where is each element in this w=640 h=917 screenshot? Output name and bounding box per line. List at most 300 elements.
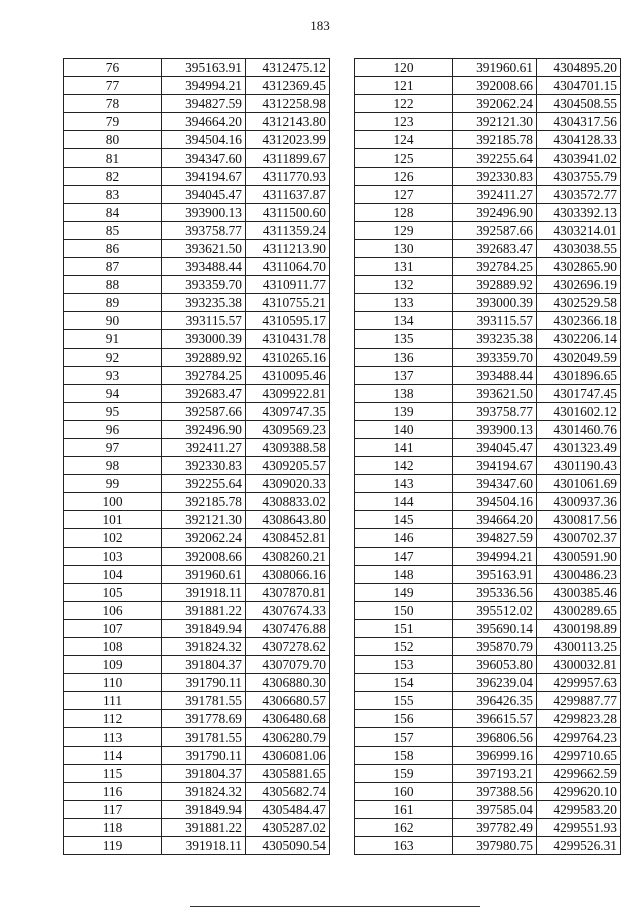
y-coordinate-cell: 4301323.49 bbox=[537, 438, 621, 456]
table-row bbox=[355, 583, 621, 601]
x-coordinate-cell: 396999.16 bbox=[453, 746, 537, 764]
x-coordinate-cell: 392008.66 bbox=[162, 547, 246, 565]
table-row bbox=[64, 782, 330, 800]
y-coordinate-cell: 4309020.33 bbox=[246, 475, 330, 493]
point-number-cell: 157 bbox=[355, 728, 453, 746]
y-coordinate-cell: 4301747.45 bbox=[537, 384, 621, 402]
table-row bbox=[355, 438, 621, 456]
point-number-cell: 109 bbox=[64, 656, 162, 674]
point-number-cell: 140 bbox=[355, 420, 453, 438]
x-coordinate-cell: 391881.22 bbox=[162, 601, 246, 619]
y-coordinate-cell: 4310595.17 bbox=[246, 312, 330, 330]
point-number-cell: 143 bbox=[355, 475, 453, 493]
table-row bbox=[355, 601, 621, 619]
x-coordinate-cell: 394664.20 bbox=[162, 113, 246, 131]
point-number-cell: 141 bbox=[355, 438, 453, 456]
point-number-cell: 107 bbox=[64, 619, 162, 637]
x-coordinate-cell: 392185.78 bbox=[453, 131, 537, 149]
table-row bbox=[64, 348, 330, 366]
y-coordinate-cell: 4304128.33 bbox=[537, 131, 621, 149]
y-coordinate-cell: 4303941.02 bbox=[537, 149, 621, 167]
x-coordinate-cell: 393758.77 bbox=[453, 402, 537, 420]
table-row bbox=[355, 420, 621, 438]
y-coordinate-cell: 4300032.81 bbox=[537, 656, 621, 674]
x-coordinate-cell: 393359.70 bbox=[162, 276, 246, 294]
table-row bbox=[64, 674, 330, 692]
y-coordinate-cell: 4311770.93 bbox=[246, 167, 330, 185]
table-row bbox=[355, 348, 621, 366]
y-coordinate-cell: 4311637.87 bbox=[246, 185, 330, 203]
y-coordinate-cell: 4306081.06 bbox=[246, 746, 330, 764]
point-number-cell: 153 bbox=[355, 656, 453, 674]
table-row bbox=[355, 800, 621, 818]
table-row bbox=[64, 800, 330, 818]
point-number-cell: 144 bbox=[355, 493, 453, 511]
point-number-cell: 114 bbox=[64, 746, 162, 764]
table-row bbox=[355, 457, 621, 475]
x-coordinate-cell: 393115.57 bbox=[453, 312, 537, 330]
table-row bbox=[355, 330, 621, 348]
table-row bbox=[355, 59, 621, 77]
x-coordinate-cell: 393621.50 bbox=[453, 384, 537, 402]
y-coordinate-cell: 4308066.16 bbox=[246, 565, 330, 583]
x-coordinate-cell: 392496.90 bbox=[453, 203, 537, 221]
y-coordinate-cell: 4302696.19 bbox=[537, 276, 621, 294]
table-row bbox=[64, 728, 330, 746]
table-row bbox=[64, 438, 330, 456]
x-coordinate-cell: 391804.37 bbox=[162, 656, 246, 674]
point-number-cell: 136 bbox=[355, 348, 453, 366]
table-row bbox=[355, 276, 621, 294]
x-coordinate-cell: 394994.21 bbox=[453, 547, 537, 565]
y-coordinate-cell: 4300385.46 bbox=[537, 583, 621, 601]
y-coordinate-cell: 4304508.55 bbox=[537, 95, 621, 113]
y-coordinate-cell: 4299710.65 bbox=[537, 746, 621, 764]
x-coordinate-cell: 397980.75 bbox=[453, 837, 537, 855]
x-coordinate-cell: 392255.64 bbox=[453, 149, 537, 167]
y-coordinate-cell: 4305090.54 bbox=[246, 837, 330, 855]
point-number-cell: 160 bbox=[355, 782, 453, 800]
x-coordinate-cell: 392889.92 bbox=[453, 276, 537, 294]
table-row bbox=[355, 294, 621, 312]
y-coordinate-cell: 4311213.90 bbox=[246, 239, 330, 257]
table-row bbox=[355, 764, 621, 782]
footer-divider bbox=[190, 906, 480, 907]
table-row bbox=[64, 149, 330, 167]
table-row bbox=[355, 511, 621, 529]
table-row bbox=[64, 221, 330, 239]
y-coordinate-cell: 4300486.23 bbox=[537, 565, 621, 583]
y-coordinate-cell: 4301896.65 bbox=[537, 366, 621, 384]
point-number-cell: 103 bbox=[64, 547, 162, 565]
point-number-cell: 77 bbox=[64, 77, 162, 95]
table-row bbox=[355, 619, 621, 637]
table-row bbox=[355, 131, 621, 149]
x-coordinate-cell: 397388.56 bbox=[453, 782, 537, 800]
point-number-cell: 148 bbox=[355, 565, 453, 583]
x-coordinate-cell: 395163.91 bbox=[162, 59, 246, 77]
x-coordinate-cell: 392255.64 bbox=[162, 475, 246, 493]
y-coordinate-cell: 4312369.45 bbox=[246, 77, 330, 95]
point-number-cell: 98 bbox=[64, 457, 162, 475]
y-coordinate-cell: 4308260.21 bbox=[246, 547, 330, 565]
point-number-cell: 82 bbox=[64, 167, 162, 185]
point-number-cell: 116 bbox=[64, 782, 162, 800]
point-number-cell: 139 bbox=[355, 402, 453, 420]
x-coordinate-cell: 393488.44 bbox=[453, 366, 537, 384]
y-coordinate-cell: 4310265.16 bbox=[246, 348, 330, 366]
y-coordinate-cell: 4303572.77 bbox=[537, 185, 621, 203]
x-coordinate-cell: 394347.60 bbox=[453, 475, 537, 493]
x-coordinate-cell: 395690.14 bbox=[453, 619, 537, 637]
x-coordinate-cell: 392185.78 bbox=[162, 493, 246, 511]
y-coordinate-cell: 4301460.76 bbox=[537, 420, 621, 438]
y-coordinate-cell: 4300817.56 bbox=[537, 511, 621, 529]
y-coordinate-cell: 4300289.65 bbox=[537, 601, 621, 619]
y-coordinate-cell: 4306880.30 bbox=[246, 674, 330, 692]
table-row bbox=[64, 493, 330, 511]
y-coordinate-cell: 4302529.58 bbox=[537, 294, 621, 312]
table-row bbox=[64, 764, 330, 782]
y-coordinate-cell: 4308643.80 bbox=[246, 511, 330, 529]
table-row bbox=[64, 457, 330, 475]
y-coordinate-cell: 4303392.13 bbox=[537, 203, 621, 221]
x-coordinate-cell: 394827.59 bbox=[162, 95, 246, 113]
point-number-cell: 145 bbox=[355, 511, 453, 529]
point-number-cell: 78 bbox=[64, 95, 162, 113]
x-coordinate-cell: 391790.11 bbox=[162, 674, 246, 692]
table-row bbox=[64, 475, 330, 493]
table-row bbox=[64, 818, 330, 836]
point-number-cell: 131 bbox=[355, 258, 453, 276]
y-coordinate-cell: 4307476.88 bbox=[246, 619, 330, 637]
point-number-cell: 156 bbox=[355, 710, 453, 728]
x-coordinate-cell: 393235.38 bbox=[162, 294, 246, 312]
table-row bbox=[64, 185, 330, 203]
x-coordinate-cell: 391804.37 bbox=[162, 764, 246, 782]
table-row bbox=[64, 692, 330, 710]
point-number-cell: 147 bbox=[355, 547, 453, 565]
x-coordinate-cell: 394194.67 bbox=[162, 167, 246, 185]
table-row bbox=[355, 475, 621, 493]
table-row bbox=[355, 837, 621, 855]
y-coordinate-cell: 4311064.70 bbox=[246, 258, 330, 276]
point-number-cell: 113 bbox=[64, 728, 162, 746]
point-number-cell: 112 bbox=[64, 710, 162, 728]
point-number-cell: 151 bbox=[355, 619, 453, 637]
table-row bbox=[355, 493, 621, 511]
x-coordinate-cell: 392330.83 bbox=[162, 457, 246, 475]
point-number-cell: 125 bbox=[355, 149, 453, 167]
point-number-cell: 123 bbox=[355, 113, 453, 131]
point-number-cell: 81 bbox=[64, 149, 162, 167]
y-coordinate-cell: 4305287.02 bbox=[246, 818, 330, 836]
x-coordinate-cell: 397193.21 bbox=[453, 764, 537, 782]
point-number-cell: 84 bbox=[64, 203, 162, 221]
y-coordinate-cell: 4300198.89 bbox=[537, 619, 621, 637]
y-coordinate-cell: 4306680.57 bbox=[246, 692, 330, 710]
point-number-cell: 130 bbox=[355, 239, 453, 257]
y-coordinate-cell: 4309205.57 bbox=[246, 457, 330, 475]
table-row bbox=[64, 619, 330, 637]
x-coordinate-cell: 391790.11 bbox=[162, 746, 246, 764]
x-coordinate-cell: 396806.56 bbox=[453, 728, 537, 746]
y-coordinate-cell: 4307079.70 bbox=[246, 656, 330, 674]
y-coordinate-cell: 4307278.62 bbox=[246, 638, 330, 656]
x-coordinate-cell: 394045.47 bbox=[162, 185, 246, 203]
x-coordinate-cell: 397782.49 bbox=[453, 818, 537, 836]
y-coordinate-cell: 4310095.46 bbox=[246, 366, 330, 384]
x-coordinate-cell: 394045.47 bbox=[453, 438, 537, 456]
point-number-cell: 115 bbox=[64, 764, 162, 782]
x-coordinate-cell: 391918.11 bbox=[162, 583, 246, 601]
y-coordinate-cell: 4306480.68 bbox=[246, 710, 330, 728]
y-coordinate-cell: 4309747.35 bbox=[246, 402, 330, 420]
table-row bbox=[64, 294, 330, 312]
table-row bbox=[64, 384, 330, 402]
x-coordinate-cell: 394827.59 bbox=[453, 529, 537, 547]
x-coordinate-cell: 393900.13 bbox=[453, 420, 537, 438]
table-row bbox=[64, 601, 330, 619]
table-row bbox=[355, 203, 621, 221]
y-coordinate-cell: 4308452.81 bbox=[246, 529, 330, 547]
point-number-cell: 110 bbox=[64, 674, 162, 692]
point-number-cell: 146 bbox=[355, 529, 453, 547]
y-coordinate-cell: 4303755.79 bbox=[537, 167, 621, 185]
y-coordinate-cell: 4312143.80 bbox=[246, 113, 330, 131]
y-coordinate-cell: 4312023.99 bbox=[246, 131, 330, 149]
x-coordinate-cell: 392784.25 bbox=[162, 366, 246, 384]
table-row bbox=[355, 638, 621, 656]
table-row bbox=[355, 818, 621, 836]
x-coordinate-cell: 392121.30 bbox=[162, 511, 246, 529]
x-coordinate-cell: 396239.04 bbox=[453, 674, 537, 692]
y-coordinate-cell: 4306280.79 bbox=[246, 728, 330, 746]
table-row bbox=[355, 782, 621, 800]
point-number-cell: 126 bbox=[355, 167, 453, 185]
table-row bbox=[355, 113, 621, 131]
point-number-cell: 104 bbox=[64, 565, 162, 583]
point-number-cell: 127 bbox=[355, 185, 453, 203]
table-row bbox=[355, 402, 621, 420]
x-coordinate-cell: 391849.94 bbox=[162, 619, 246, 637]
point-number-cell: 90 bbox=[64, 312, 162, 330]
y-coordinate-cell: 4301602.12 bbox=[537, 402, 621, 420]
y-coordinate-cell: 4303038.55 bbox=[537, 239, 621, 257]
x-coordinate-cell: 393235.38 bbox=[453, 330, 537, 348]
x-coordinate-cell: 393488.44 bbox=[162, 258, 246, 276]
y-coordinate-cell: 4305682.74 bbox=[246, 782, 330, 800]
point-number-cell: 150 bbox=[355, 601, 453, 619]
point-number-cell: 86 bbox=[64, 239, 162, 257]
table-row bbox=[64, 239, 330, 257]
y-coordinate-cell: 4299526.31 bbox=[537, 837, 621, 855]
y-coordinate-cell: 4310755.21 bbox=[246, 294, 330, 312]
x-coordinate-cell: 392784.25 bbox=[453, 258, 537, 276]
y-coordinate-cell: 4312258.98 bbox=[246, 95, 330, 113]
x-coordinate-cell: 392683.47 bbox=[162, 384, 246, 402]
point-number-cell: 95 bbox=[64, 402, 162, 420]
y-coordinate-cell: 4300702.37 bbox=[537, 529, 621, 547]
point-number-cell: 101 bbox=[64, 511, 162, 529]
y-coordinate-cell: 4305881.65 bbox=[246, 764, 330, 782]
point-number-cell: 135 bbox=[355, 330, 453, 348]
x-coordinate-cell: 395870.79 bbox=[453, 638, 537, 656]
table-row bbox=[64, 656, 330, 674]
point-number-cell: 87 bbox=[64, 258, 162, 276]
point-number-cell: 142 bbox=[355, 457, 453, 475]
table-row bbox=[64, 837, 330, 855]
table-row bbox=[64, 330, 330, 348]
point-number-cell: 83 bbox=[64, 185, 162, 203]
y-coordinate-cell: 4301061.69 bbox=[537, 475, 621, 493]
x-coordinate-cell: 392683.47 bbox=[453, 239, 537, 257]
table-row bbox=[64, 312, 330, 330]
table-row bbox=[64, 547, 330, 565]
table-row bbox=[355, 710, 621, 728]
y-coordinate-cell: 4302865.90 bbox=[537, 258, 621, 276]
x-coordinate-cell: 394994.21 bbox=[162, 77, 246, 95]
y-coordinate-cell: 4299620.10 bbox=[537, 782, 621, 800]
point-number-cell: 88 bbox=[64, 276, 162, 294]
table-row bbox=[64, 95, 330, 113]
x-coordinate-cell: 391778.69 bbox=[162, 710, 246, 728]
table-row bbox=[355, 746, 621, 764]
table-row bbox=[355, 366, 621, 384]
x-coordinate-cell: 394504.16 bbox=[453, 493, 537, 511]
y-coordinate-cell: 4300591.90 bbox=[537, 547, 621, 565]
y-coordinate-cell: 4311359.24 bbox=[246, 221, 330, 239]
x-coordinate-cell: 392062.24 bbox=[453, 95, 537, 113]
table-row bbox=[355, 728, 621, 746]
point-number-cell: 122 bbox=[355, 95, 453, 113]
table-row bbox=[64, 167, 330, 185]
coordinates-table-right bbox=[354, 58, 621, 855]
x-coordinate-cell: 391824.32 bbox=[162, 638, 246, 656]
y-coordinate-cell: 4302206.14 bbox=[537, 330, 621, 348]
table-body bbox=[64, 59, 330, 855]
point-number-cell: 92 bbox=[64, 348, 162, 366]
table-row bbox=[355, 656, 621, 674]
table-row bbox=[64, 529, 330, 547]
y-coordinate-cell: 4300113.25 bbox=[537, 638, 621, 656]
y-coordinate-cell: 4304701.15 bbox=[537, 77, 621, 95]
x-coordinate-cell: 396053.80 bbox=[453, 656, 537, 674]
table-row bbox=[64, 258, 330, 276]
table-row bbox=[355, 185, 621, 203]
point-number-cell: 89 bbox=[64, 294, 162, 312]
x-coordinate-cell: 394347.60 bbox=[162, 149, 246, 167]
point-number-cell: 137 bbox=[355, 366, 453, 384]
y-coordinate-cell: 4299583.20 bbox=[537, 800, 621, 818]
x-coordinate-cell: 393359.70 bbox=[453, 348, 537, 366]
point-number-cell: 163 bbox=[355, 837, 453, 855]
table-row bbox=[64, 583, 330, 601]
table-row bbox=[64, 59, 330, 77]
x-coordinate-cell: 394504.16 bbox=[162, 131, 246, 149]
x-coordinate-cell: 396426.35 bbox=[453, 692, 537, 710]
table-row bbox=[355, 95, 621, 113]
point-number-cell: 120 bbox=[355, 59, 453, 77]
table-row bbox=[64, 203, 330, 221]
y-coordinate-cell: 4302049.59 bbox=[537, 348, 621, 366]
y-coordinate-cell: 4307674.33 bbox=[246, 601, 330, 619]
point-number-cell: 132 bbox=[355, 276, 453, 294]
y-coordinate-cell: 4311899.67 bbox=[246, 149, 330, 167]
table-row bbox=[64, 366, 330, 384]
x-coordinate-cell: 393115.57 bbox=[162, 312, 246, 330]
table-row bbox=[355, 529, 621, 547]
point-number-cell: 111 bbox=[64, 692, 162, 710]
x-coordinate-cell: 391781.55 bbox=[162, 728, 246, 746]
x-coordinate-cell: 391960.61 bbox=[453, 59, 537, 77]
table-row bbox=[64, 565, 330, 583]
point-number-cell: 99 bbox=[64, 475, 162, 493]
point-number-cell: 91 bbox=[64, 330, 162, 348]
y-coordinate-cell: 4304317.56 bbox=[537, 113, 621, 131]
x-coordinate-cell: 391881.22 bbox=[162, 818, 246, 836]
x-coordinate-cell: 395163.91 bbox=[453, 565, 537, 583]
y-coordinate-cell: 4309922.81 bbox=[246, 384, 330, 402]
y-coordinate-cell: 4304895.20 bbox=[537, 59, 621, 77]
table-row bbox=[355, 312, 621, 330]
table-row bbox=[64, 746, 330, 764]
x-coordinate-cell: 393000.39 bbox=[453, 294, 537, 312]
x-coordinate-cell: 392062.24 bbox=[162, 529, 246, 547]
x-coordinate-cell: 394194.67 bbox=[453, 457, 537, 475]
point-number-cell: 119 bbox=[64, 837, 162, 855]
table-body bbox=[355, 59, 621, 855]
table-row bbox=[355, 239, 621, 257]
table-row bbox=[355, 547, 621, 565]
point-number-cell: 117 bbox=[64, 800, 162, 818]
table-row bbox=[64, 131, 330, 149]
table-row bbox=[64, 420, 330, 438]
point-number-cell: 138 bbox=[355, 384, 453, 402]
x-coordinate-cell: 392008.66 bbox=[453, 77, 537, 95]
x-coordinate-cell: 393000.39 bbox=[162, 330, 246, 348]
table-row bbox=[64, 638, 330, 656]
point-number-cell: 108 bbox=[64, 638, 162, 656]
y-coordinate-cell: 4299823.28 bbox=[537, 710, 621, 728]
table-row bbox=[355, 167, 621, 185]
point-number-cell: 79 bbox=[64, 113, 162, 131]
point-number-cell: 161 bbox=[355, 800, 453, 818]
table-row bbox=[355, 692, 621, 710]
x-coordinate-cell: 395512.02 bbox=[453, 601, 537, 619]
y-coordinate-cell: 4303214.01 bbox=[537, 221, 621, 239]
y-coordinate-cell: 4309388.58 bbox=[246, 438, 330, 456]
point-number-cell: 94 bbox=[64, 384, 162, 402]
table-row bbox=[355, 221, 621, 239]
x-coordinate-cell: 393758.77 bbox=[162, 221, 246, 239]
table-row bbox=[64, 402, 330, 420]
x-coordinate-cell: 394664.20 bbox=[453, 511, 537, 529]
point-number-cell: 154 bbox=[355, 674, 453, 692]
x-coordinate-cell: 392121.30 bbox=[453, 113, 537, 131]
point-number-cell: 100 bbox=[64, 493, 162, 511]
point-number-cell: 129 bbox=[355, 221, 453, 239]
point-number-cell: 76 bbox=[64, 59, 162, 77]
x-coordinate-cell: 391960.61 bbox=[162, 565, 246, 583]
table-row bbox=[64, 276, 330, 294]
point-number-cell: 152 bbox=[355, 638, 453, 656]
table-row bbox=[355, 77, 621, 95]
point-number-cell: 102 bbox=[64, 529, 162, 547]
x-coordinate-cell: 391824.32 bbox=[162, 782, 246, 800]
point-number-cell: 80 bbox=[64, 131, 162, 149]
point-number-cell: 133 bbox=[355, 294, 453, 312]
